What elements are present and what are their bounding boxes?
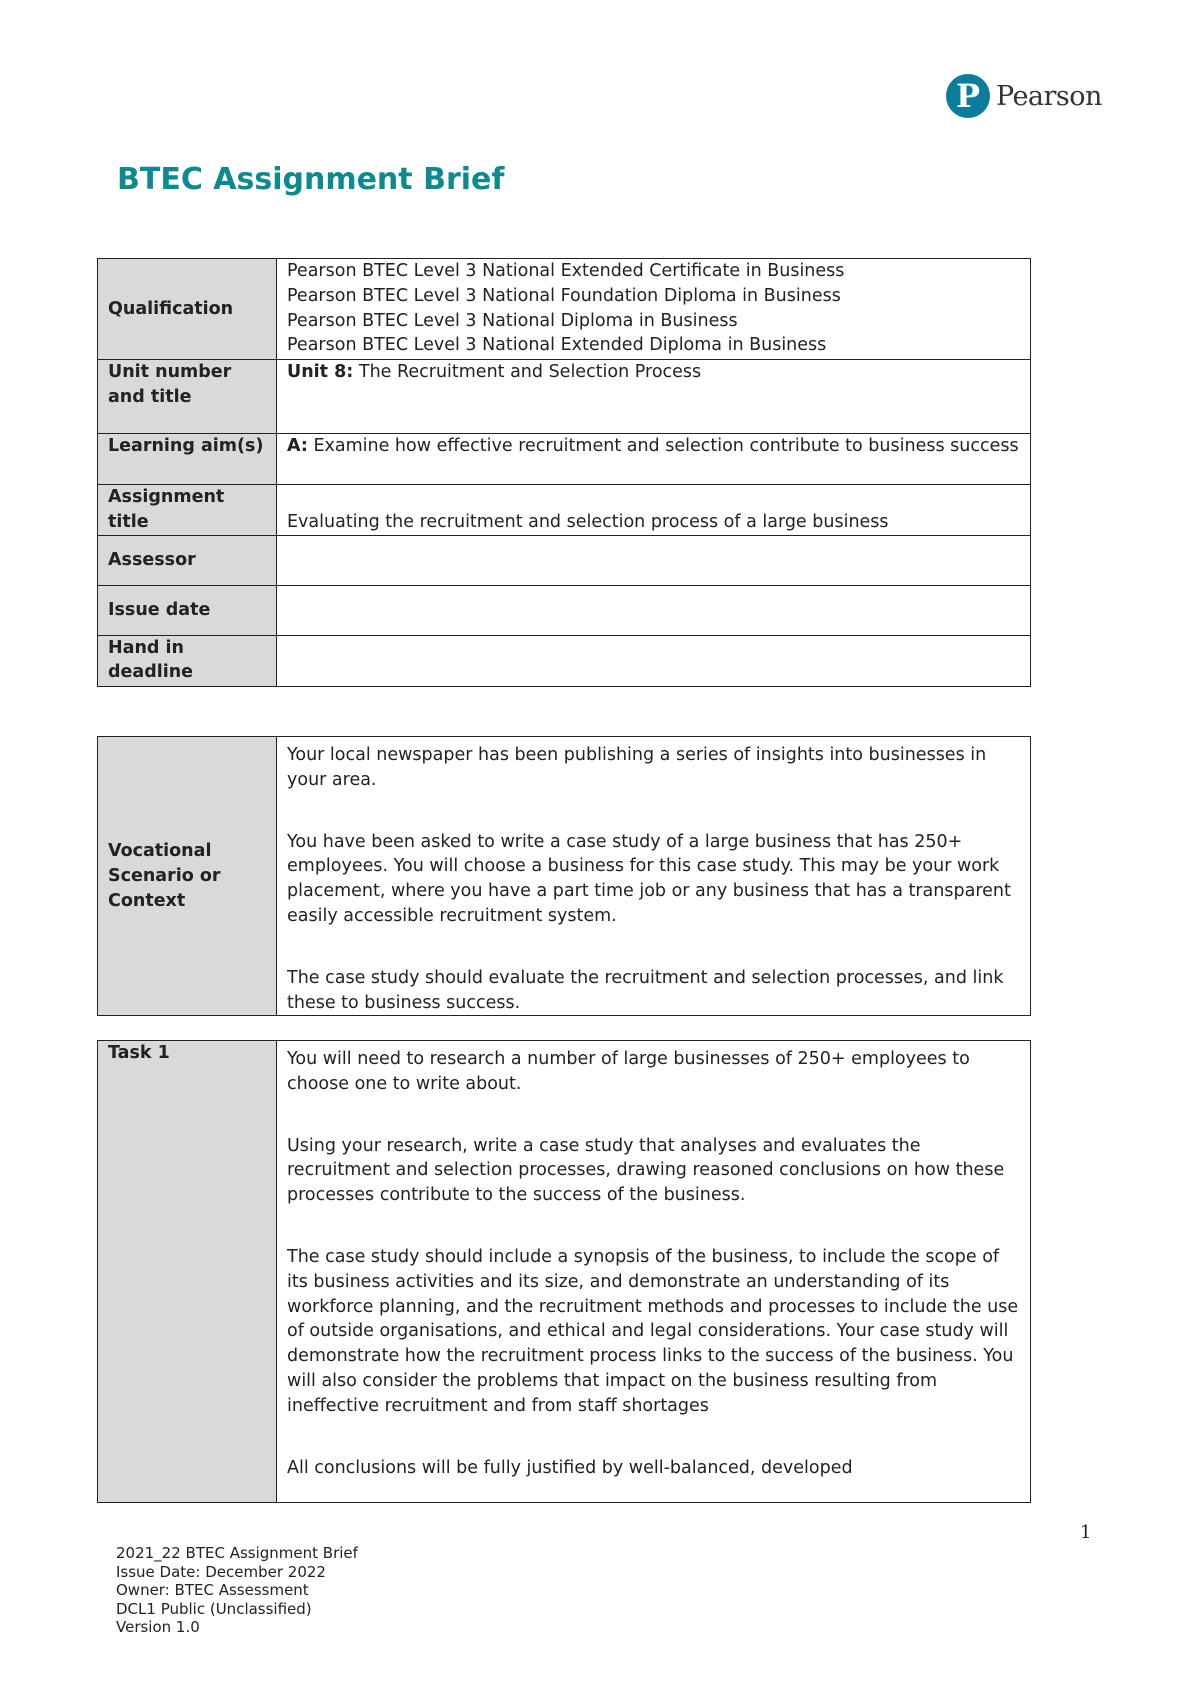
qualification-line: Pearson BTEC Level 3 National Extended Certificate in Business [287, 261, 845, 281]
task-label: Task 1 [98, 1041, 277, 1503]
assignment-info-table [97, 258, 1031, 687]
scenario-content [277, 737, 1031, 1016]
table-row [98, 1041, 1031, 1503]
aim-code: A: [287, 436, 308, 456]
table-row [98, 737, 1031, 1016]
aim-text: Examine how effective recruitment and selection contribute to business success [307, 436, 1019, 456]
task-paragraph: You will need to research a number of large businesses of 250+ employees to choose one to write about. [287, 1049, 970, 1094]
aim-value [277, 434, 1031, 485]
issue-date-label: Issue date [98, 585, 277, 635]
footer-line: Owner: BTEC Assessment [116, 1581, 309, 1600]
footer-line: DCL1 Public (Unclassified) [116, 1599, 312, 1618]
scenario-paragraph: You have been asked to write a case study of a large business that has 250+ employees. You will choose a business for this case study. This may be your work placement, where you have a part time job or any business that has a transparent easily accessible recruitment system. [287, 831, 1011, 926]
qualification-line: Pearson BTEC Level 3 National Diploma in Business [287, 310, 738, 331]
page-number: 1 [1080, 1522, 1092, 1543]
footer-line: 2021_22 BTEC Assignment Brief [116, 1544, 358, 1562]
qualification-value [277, 259, 1031, 360]
footer-line: Version 1.0 [116, 1618, 200, 1637]
scenario-paragraph: The case study should evaluate the recruitment and selection processes, and link these to business success. [287, 967, 1004, 1013]
task-table [97, 1040, 1031, 1503]
pearson-wordmark: Pearson [996, 80, 1102, 112]
table-row [98, 434, 1031, 485]
task-paragraph: The case study should include a synopsis of the business, to include the scope of its business activities and its size, and demonstrate an understanding of its workforce planning, and the recruitment methods and processes to include the use of outside organisations, and ethical and legal considerations. Your case study will demonstrate how the recruitment process links to the success of the business. You will also consider the problems that impact on the business resulting from ineffective recruitment and from staff shortages [287, 1246, 1019, 1416]
table-row [98, 585, 1031, 635]
qualification-label: Qualification [98, 259, 277, 360]
table-row [98, 635, 1031, 686]
task-paragraph: Using your research, write a case study that analyses and evaluates the recruitment and selection processes, drawing reasoned conclusions on how these processes contribute to the success of the business. [287, 1135, 1005, 1206]
scenario-paragraph: Your local newspaper has been publishing a series of insights into businesses in your area. [287, 745, 987, 790]
footer-line: Issue Date: December 2022 [116, 1562, 326, 1581]
issue-date-value[interactable] [277, 585, 1031, 635]
table-row [98, 535, 1031, 585]
table-row [98, 259, 1031, 360]
task-paragraph: All conclusions will be fully justified by well-balanced, developed [287, 1457, 853, 1478]
assessor-value[interactable] [277, 535, 1031, 585]
assessor-label: Assessor [98, 535, 277, 585]
deadline-label: Hand in deadline [98, 635, 277, 686]
task-content [277, 1041, 1031, 1503]
unit-number: Unit 8: [287, 362, 354, 382]
unit-title: The Recruitment and Selection Process [353, 362, 702, 382]
aim-label: Learning aim(s) [98, 434, 277, 485]
scenario-table [97, 736, 1031, 1016]
qualification-line: Pearson BTEC Level 3 National Foundation Diploma in Business [287, 285, 841, 306]
unit-value [277, 360, 1031, 434]
table-row [98, 360, 1031, 434]
table-row [98, 485, 1031, 536]
deadline-value[interactable] [277, 635, 1031, 686]
assignment-title-label: Assignment title [98, 485, 277, 536]
pearson-logo-icon: P [946, 74, 990, 118]
pearson-logo [946, 74, 1102, 118]
page-title: BTEC Assignment Brief [117, 162, 505, 197]
scenario-label: Vocational Scenario or Context [98, 737, 277, 1016]
unit-label: Unit number and title [98, 360, 277, 434]
footer [116, 1544, 358, 1637]
assignment-title-value: Evaluating the recruitment and selection process of a large business [277, 485, 1031, 536]
qualification-line: Pearson BTEC Level 3 National Extended Diploma in Business [287, 335, 827, 356]
